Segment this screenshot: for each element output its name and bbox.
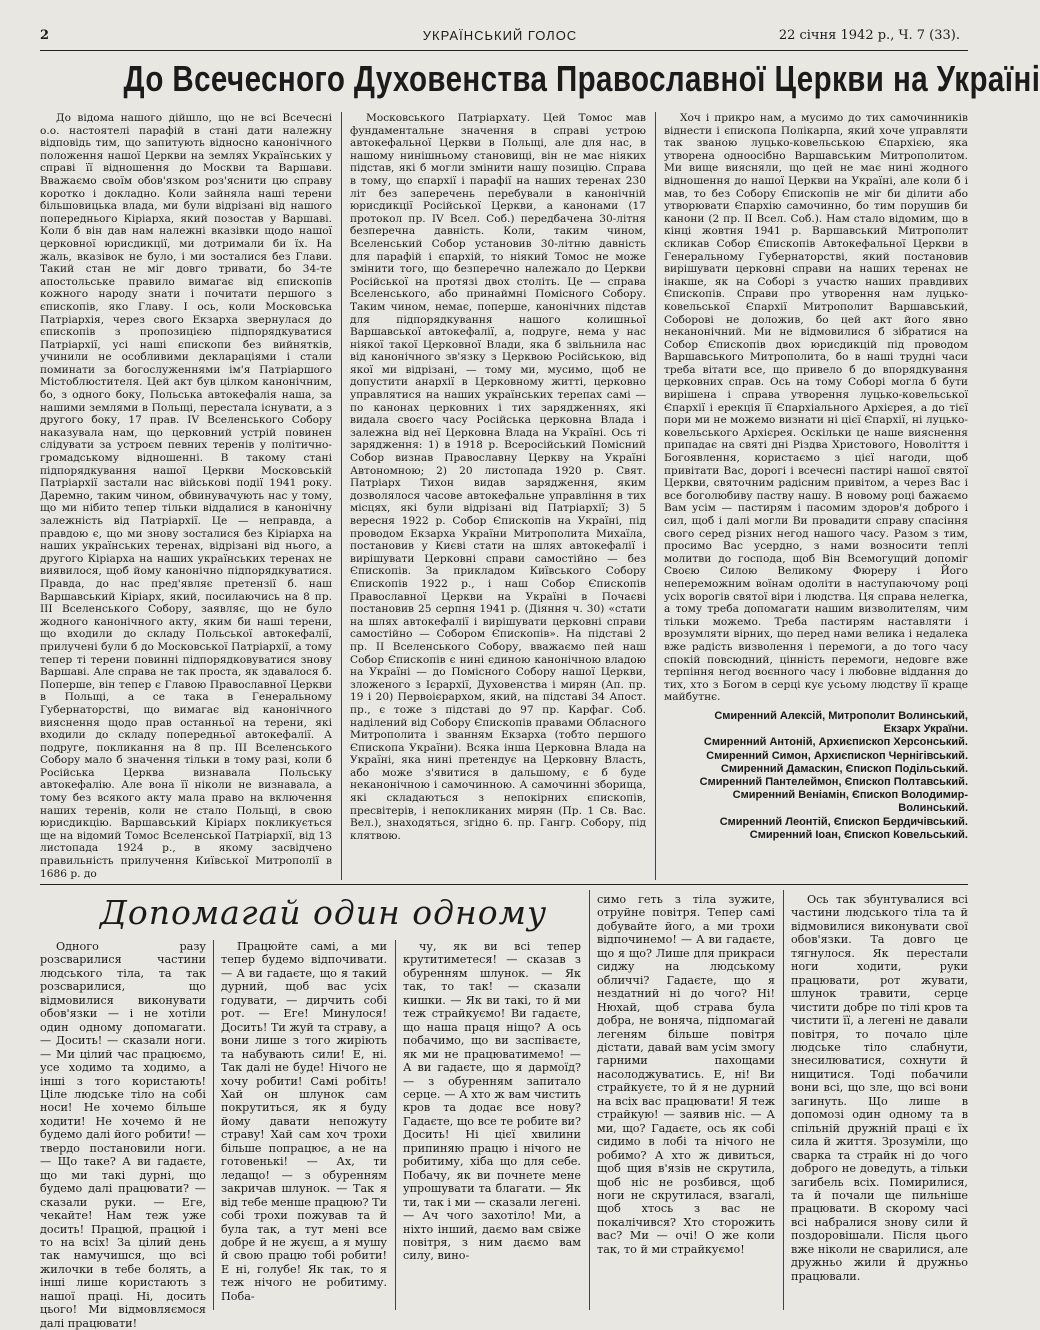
article-column-3 — [664, 112, 968, 880]
signature-line: Смиренний Алексій, Митрополит Волинський, — [714, 709, 968, 722]
fable-text: чу, як ви всі тепер крутитиметеся! — сказав з обуренням шлунок. — Як так, то так! — сказали кишки. — Як ви такі, то й ми теж страйкуємо! Ви гадаєте, що наша праця ніщо? А ось побачимо, що ви заспіваєте, як ми не працюватимемо! — А ви гадаєте, що я дармоїд? — з обуренням запитало серце. — А хто ж вам чистить кров та додає все нову? Гадаєте, що все те робите ви? Досить! Ні цієї хвилини припиняю працю і нічого не робитиму, хіба що для себе. Побачу, як ви почнете мене упрошувати та благати. — Як ти, так і ми — сказали легені. — Ач чого захотіло! Ми, а ніхто інший, даємо вам свіже повітря, з ним даємо вам силу, вино- — [403, 940, 581, 1263]
fable-text: симо геть з тіла зужите, отруйне повітря. Тепер самі добувайте його, а ми трохи відпочинемо! — А ви гадаєте, що я що? Лише для прикраси сиджу на людському обличчі? Гадаєте, що я нездатний ні до чого? Ні! Нюхай, щоб страва була добра, не воняча, підпомагай легеням більше повітря дістати, давай вам усім змогу гарними пахощами насолоджуватись. Е, ні! Ви страйкуєте, то й я не дурний на всіх вас працювати! Я теж страйкую! — заявив ніс. — А ми, що? Гадаєте, ось як собі сидимо в лобі та нічого не робимо? А хто ж дивиться, щоб щия в'язів не скрутила, щоб ніс не розбився, щоб ноги не скрутилася, взагалі, щоб хтось з вас не покалічився? Хто сторожить вас? Ми — очі! О же коли так, то й ми страйкуємо! — [597, 893, 775, 1256]
page-number: 2 — [40, 28, 50, 43]
fable-text: Працюйте самі, а ми тепер будемо відпочивати. — А ви гадаєте, що я такий дурний, щоб вас усіх годувати, — дирчить собі рот. — Еге! Минулося! Досить! Ти жуй та страву, а вони лише з того жиріють та набувають сили! Е, ні. Так далі не буде! Нічого не хочу робити! Самі робіть! Хай он шлунок сам покрутиться, як я буду йому давати непожуту страву! Хай сам хоч трохи більше попрацює, а не на готовенькі! — Ах, ти ледащо! — з обуренням закричав шлунок. — Так я від тебе менше працюю? Ти собі трохи пожував та й була так, а тут мені все добре й не жуєш, а я мушу й свою працю тобі робити! Е ні, голубе! Як так, то я теж нічого не робитиму. Поба- — [221, 940, 387, 1303]
fable-title: Допомагай один одному — [100, 893, 548, 932]
fable-text: Ось так збунтувалися всі частини людського тіла та й відмовилися виконувати свої обов'язки. Та довго це тягнулося. Як перестали ноги ходити, руки працювати, рот жувати, шлунок травити, серце чистити добре по тілі кров та чистити її, а легені не давали повітря, то почало ціле людське тіло слабнути, знесилюватися, сохнути й нищитися. Тоді побачили вони всі, що зле, що всі вони загинуть. Що лише в допомозі один одному та в спільній дружній праці є їх сила й життя. Зрозуміли, що сварка та страйк ні до чого доброго не доведуть, а тільки загибель всіх. Помирилися, та й почали ще пильніше працювати. В скорому часі всі набралися знову сили й поздоровішали. Після цього вже ніколи не сварилися, але дружньо жили й дружньо працювали. — [791, 893, 968, 1283]
fable-column-5 — [791, 893, 968, 1308]
fable-column-4 — [597, 893, 775, 1308]
column-divider — [213, 940, 214, 1310]
signature-line: Смиренний Антоній, Архиєпископ Херсонський. — [703, 736, 968, 749]
signatures — [664, 710, 968, 842]
fable-column-1 — [40, 940, 206, 1330]
article-text: Хоч і прикро нам, а мусимо до тих самочинників віднести і єпископа Полікарпа, який хоче управляти так званою луцько-ковельською Єпархією, яка утворена одноосібно Варшавським Митрополитом. Ми вище виясняли, що цей не має нині жодного відношення до нашої Церкви на Україні, але коли б і мав, то без Собору Єпископів не міг би ділити або утворювати Єпархію самочинно, бо тим порушив би канони (2 пр. II Всел. Соб.). Нам стало відомим, що в кінці жовтня 1941 р. Варшавський Митрополит скликав Собор Єпископів Автокефальної Церкви в Генеральному Губернаторстві, який постановив вирішувати церковні справи на наших теренах не інакше, як на Соборі з участю наших правдивих Єпископів. Справи про утворення нам луцько-ковельської Єпархії Митрополит Варшавський, Соборові не доложив, бо цей акт його явно неканонічний. Ми не відмовилися б зібратися на Собор Єпископів двох юрисдикцій під проводом Варшавського Митрополита, бо в наші трудні часи треба вітати все, що привело б до впорядкування церковних справ. Ось на тому Соборі могла б бути вирішена і справа утворення луцько-ковельської Єпархії і ерекція її Єпархіального Архієрея, а до тієї пори ми не можемо визнати ні цієї Єпархії, ні луцько-ковельського Архієрея. Оскільки це наше вияснення припадає на святі дні Різдва Христового, Новоліття і Богоявлення, користаємо з цієї нагоди, щоб привітати Вас, дорогі і всечесні пастирі нашої святої Церкви, святочним радісним привітом, а через Вас і все боголюбиву паству нашу. В новому році бажаємо Вам усім — пастирям і пасомим здоров'я доброго і сил, щоб і далі могли Ви провадити справу спасіння свого серед різних негод нашого часу. Разом з тим, просимо Вас усердно, з нами возносити теплі молитви до господа, щоб Він Всемогущий допоміг Своєю Силою Великому Фюреру і Його непереможним воїнам одоліти в наступаючому році усіх ворогів святої віри і людства. Ця справа нелегка, а тому треба допомагати нашим визволителям, чим тільки можемо. Треба пастирям наставляти і врозумляти вірних, що перед нами велика і недалека вже радість визволення і перемоги, а до того часу спокій повсюдний, цінність перемоги, недовге вже терпіння негод воєнного часу і любовне віддання до тих, хто з Богом в серці кує усьому людству її краще майбутнє. — [664, 112, 968, 704]
section-rule — [40, 884, 968, 885]
article-column-2 — [350, 112, 646, 880]
issue-date: 22 січня 1942 р., Ч. 7 (33). — [778, 28, 960, 43]
column-divider — [395, 940, 396, 1310]
signature-line: Смиренний Леонтій, Єпископ Бердичівський. — [719, 815, 968, 828]
fable-text: Одного разу розсварилися частини людського тіла, та так розсварилися, що відмовилися виконувати обов'язки — і не хотіли один одному допомагати. — Досить! — сказали ноги. — Ми цілий час працюємо, усе ходимо та ходимо, а інші з того користають! Ціле людське тіло на собі носи! Не хочемо більше ходити! Не хочемо й не будемо далі його робити! — твердо постановили ноги. — Що таке? А ви гадаєте, що ми такі дурні, що будемо далі працювати? — сказали руки. — Еге, чекайте! Нам теж уже досить! Працюй, працюй і то на всіх! За цілий день так намучишся, що всі жилочки в тебе болять, а інші лише користають з нашої праці. Ні, досить цього! Ми відмовляємося далі працювати! — [40, 940, 206, 1330]
article-text: До відома нашого дійшло, що не всі Всечесні о.о. настоятелі парафій в стані дати належну відповідь тим, що запитують відносно канонічного положення нашої Церкви на землях Українських у справі її відношення до Москви та Варшави. Вважаємо своїм обов'язком роз'яснити цю справу коротко і докладно. Коли зайняла наші терени більшовицька влада, ми були відрізані від нашого попереднього Кіріарха, який позостав у Варшаві. Коли б він дав нам належні вказівки щодо нашої церковної юрисдикції, ми дотримали би їх. На жаль, вказівок не було, і ми зосталися без Глави. Такий стан не міг довго тривати, бо 34-те апостольське правило вимагає від єпископів кожного народу знати і почитати першого з єпископів, яко Главу. І ось, коли Московська Патріархія, через свого Екзарха звернулася до єпископів з пропозицією підпорядкуватися Патріархії, усі наші єпископи без вийнятків, учинили не особливими деклараціями і стали поминати за богослуженнями ім'я Патріаршого Містоблюстителя. Цей акт був цілком канонічним, бо, з одного боку, Польська автокефалія наша, за нашими землями в Польщі, перестала існувати, а з другого боку, 17 прав. IV Вселенського Собору наказувала нам, що церковний устрій повинен слідувати за устроєм певних теренів у політично-громадському відношенні. В такому стані підпорядкування нашої Церкви Московській Патріархії застали нас військові події 1941 року. Даремно, таким чином, обвинувачують нас у тому, що ми нібито тепер тільки віддалися в канонічну залежність від Патріархії. Це — неправда, а правдою є, що ми знову зосталися без Кіріарха на наших українських теренах, відрізані від нього, а другого Кіріарха на наших українських теренах не виявилося, щоб йому канонічно підпорядкуватися. Правда, до нас пред'являє претензії б. наш Варшавський Кіріарх, який, посилаючись на 8 пр. III Вселенського Собору, заявляє, що не було жодного канонічного акту, яким би наші терени, що входили до складу Польської автокефалії, прилучені були б до Московської Патріархії, а тому тепер ті терени повинні підпорядковуватися знову Варшаві. Але справа не так проста, як здавалося б. Поперше, він тепер є Главою Православної Церкви в Польщі, а се така в Генеральному Губернаторстві, що вимагає від канонічного вияснення щодо прав останньої на терени, які входили до складу попередньої автокефалії. А подруге, покликання на 8 пр. III Вселенського Собору мало б значення тільки в тому разі, коли б Російська Церква визнавала Польську автокефалію. Але вона її ніколи не визнавала, а тому без всякого акту мала право на включення наших теренів, коли не стало Польщі, в свою юрисдикцію. Варшавський Кіріарх покликується ще на відомий Томос Вселенської Патріархії, від 13 листопада 1924 р., в якому засвідчено правильність прилучення Київської Митрополії в 1686 р. до — [40, 112, 332, 880]
signature-line: Екзарх України. — [883, 723, 968, 736]
column-divider — [655, 112, 656, 880]
column-divider — [783, 890, 784, 1310]
signature-line: Волинський. — [898, 802, 968, 815]
publication-name: УКРАЇНСЬКИЙ ГОЛОС — [422, 28, 578, 43]
article-column-1 — [40, 112, 332, 880]
article-title: До Всечесного Духовенства Православної Церкви на Україні — [123, 58, 1040, 99]
column-divider — [589, 890, 590, 1310]
column-divider — [341, 112, 342, 880]
signature-line: Смиренний Пантелеймон, Єпископ Полтавський. — [699, 775, 968, 788]
page-header — [0, 26, 1000, 50]
fable-column-2 — [221, 940, 387, 1308]
header-rule — [40, 50, 968, 51]
article-text: Московського Патріархату. Цей Томос мав фундаментальне значення в справі устрою автокефальної Церкви в Польщі, але для нас, в нашому нинішньому становищі, він не має ніяких підстав, які б могли змінити нашу позицію. Справа в тому, що єпархії і парафії на наших теренах 230 літ без заперечень перебували в канонічній юрисдикції Російської Церкви, а канонами (17 протокол пр. IV Всел. Соб.) передбачена 30-літня безперечна давність. Коли, таким чином, Вселенський Собор установив 30-літню давність для парафій і єпархій, то ніякий Томос не може змінити того, що безперечно належало до Церкви Російської на протязі двох століть. Це — справа Вселенського, або принаймні Помісного Собору. Таким чином, немає, поперше, канонічних підстав для підпорядкування нашого колишньої Варшавської автокефалії, а, подруге, нема у нас ніякої такої Церковної Влади, яка б звільнила нас від канонічного зв'язку з Церквою Російською, від якої ми відрізані, — тому ми, мусимо, щоб не допустити анархії в Церковному житті, церковно управлятися на наших українських терепах самі — по канонах церковних і тих зарядженнях, які видала своєго часу Російська церковна Влада і залежна від неї Церковна Влада на Україні. Ось ті зарядження: 1) в 1918 р. Всеросійський Помісний Собор визнав Православну Церкву на Україні Автономною; 2) 20 листопада 1920 р. Свят. Патріарх Тихон видав зарядження, яким дозволялося часове автокефальне управління в тих місцях, які були відрізані від Патріархії; 3) 5 вересня 1922 р. Собор Єпископів на Україні, під проводом Екзарха України Митрополита Михаїла, постановив у Києві стати на шлях автокефалії і вирішувати Церковні справи самостійно — без Єпископів. За прикладом Київського Собору Єпископів 1922 р., і наш Собор Єпископів Православної Церкви на Україні в Почаєві постановив 25 серпня 1941 р. (Діяння ч. 30) «стати на шлях автокефалії і вирішувати церковні справи самостійно — Собором Єпископів». На підставі 2 пр. II Вселенського Собору, вважаємо пей наш Собор Єпископів є нині єдиною канонічною владою на Україні — до Помісного Собору нашої Церкви, зложеного з Ієрархії, Духовенства і мирян (Ап. пр. 19 і 20) Первоієрархом, який, на підставі 34 Апост. пр., є тоже з підставі до 97 пр. Карфаг. Соб. наділений від Собору Єпископів правами Обласного Митрополита і званням Екзарха (тобто першого Єпископа України). Всяка інша Церковна Влада на Україні, яка нині претендує на Церковну Власть, або може з'явитися в дальшому, є б буде неканонічною і самочинною. А самочинні зборища, які складаються з непокірних єпископів, пресвітерів, і непокликаних мирян (Пр. 1 Св. Вас. Вел.), знаходяться, згідно 6. пр. Гангр. Собору, під клятвою. — [350, 112, 646, 842]
signature-line: Смиренний Веніамін, Єпископ Володимир- — [732, 789, 968, 802]
signature-line: Смиренний Дамаскин, Єпископ Подільський. — [720, 762, 968, 775]
fable-column-3 — [403, 940, 581, 1308]
signature-line: Смиренний Іоан, Єпископ Ковельський. — [749, 828, 968, 841]
signature-line: Смиренний Симон, Архиєпископ Чернігівський. — [706, 749, 968, 762]
